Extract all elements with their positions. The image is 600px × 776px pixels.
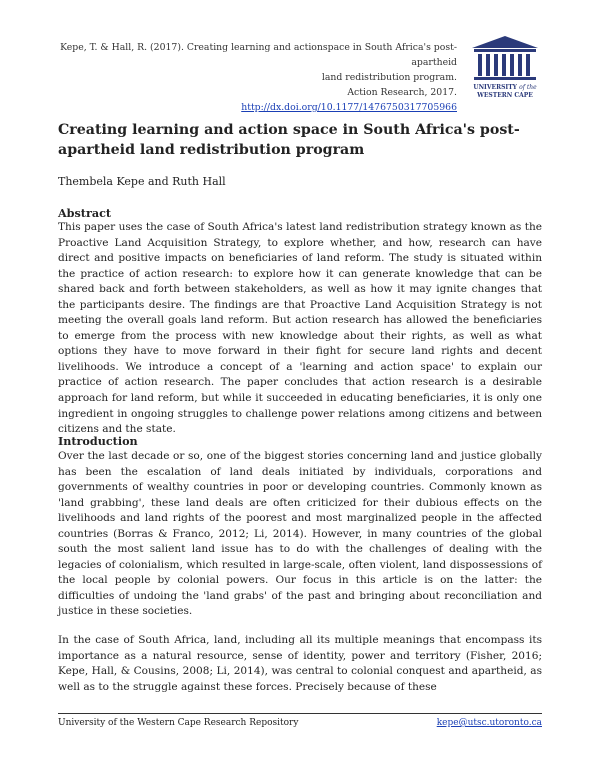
doi-link[interactable]: http://dx.doi.org/10.1177/1476750317705966 <box>241 102 457 113</box>
citation-line-2: land redistribution program. <box>321 72 457 83</box>
footer-email-link[interactable]: kepe@utsc.utoronto.ca <box>436 718 542 728</box>
citation-line-3: Action Research, 2017. <box>347 87 457 98</box>
footer-divider <box>58 713 542 714</box>
introduction-paragraph-1: Over the last decade or so, one of the biggest stories concerning land and justice globally has been the escalation of land deals initiated by individuals, corporations and governments of wealthy countries in poor or developing countries. Commonly known as 'land grabbing', these land deals are often criticized for their dubious effects on the livelihoods and land rights of the poorest and most marginalized people in the affected countries (Borras & Franco, 2012; Li, 2014). However, in many countries of the global south the most salient land issue has to do with the challenges of dealing with the legacies of colonialism, which resulted in large-scale, often violent, land dispossessions of the local people by colonial powers. Our focus in this article is on the latter: the difficulties of undoing the 'land grabs' of the past and bringing about reconciliation and justice in these societies. <box>58 450 542 618</box>
citation-line-1: Kepe, T. & Hall, R. (2017). Creating learning and actionspace in South Africa's post-apartheid <box>60 42 457 68</box>
university-building-icon <box>466 34 544 84</box>
abstract-text: This paper uses the case of South Africa's latest land redistribution strategy known as the Proactive Land Acquisition Strategy, to explore whether, and how, research can have direct and positive impacts on beneficiaries of land reform. The study is situated within the practice of action research: to explore how it can generate knowledge that can be shared back and forth between stakeholders, as well as how it may ignite changes that the participants desire. The findings are that Proactive Land Acquisition Strategy is not meeting the overall goals land reform. But action research has allowed the beneficiaries to emerge from the process with new knowledge about their rights, as well as what options they have to move forward in their fight for secure land rights and decent livelihoods. We introduce a concept of a 'learning and action space' to explain our practice of action research. The paper concludes that action research is a desirable approach for land reform, but while it succeeded in educating beneficiaries, it is only one ingredient in ongoing struggles to challenge power relations among citizens and between citizens and the state. <box>58 221 542 436</box>
introduction-heading: Introduction <box>58 434 138 448</box>
university-logo-text: UNIVERSITY of the WESTERN CAPE <box>473 84 537 99</box>
article-authors: Thembela Kepe and Ruth Hall <box>58 175 226 188</box>
article-title: Creating learning and action space in South Africa's post-apartheid land redistribution program <box>58 122 520 158</box>
abstract-heading: Abstract <box>58 206 112 220</box>
introduction-paragraph-2: In the case of South Africa, land, including all its multiple meanings that encompass its importance as a natural resource, sense of identity, power and territory (Fisher, 2016; Kepe, Hall, & Cousins, 2008; Li, 2014), was central to colonial conquest and apartheid, as well as to the struggle against these forces. Precisely because of these <box>58 634 542 693</box>
citation-header <box>37 40 457 115</box>
footer-repository: University of the Western Cape Research Repository <box>58 718 299 728</box>
